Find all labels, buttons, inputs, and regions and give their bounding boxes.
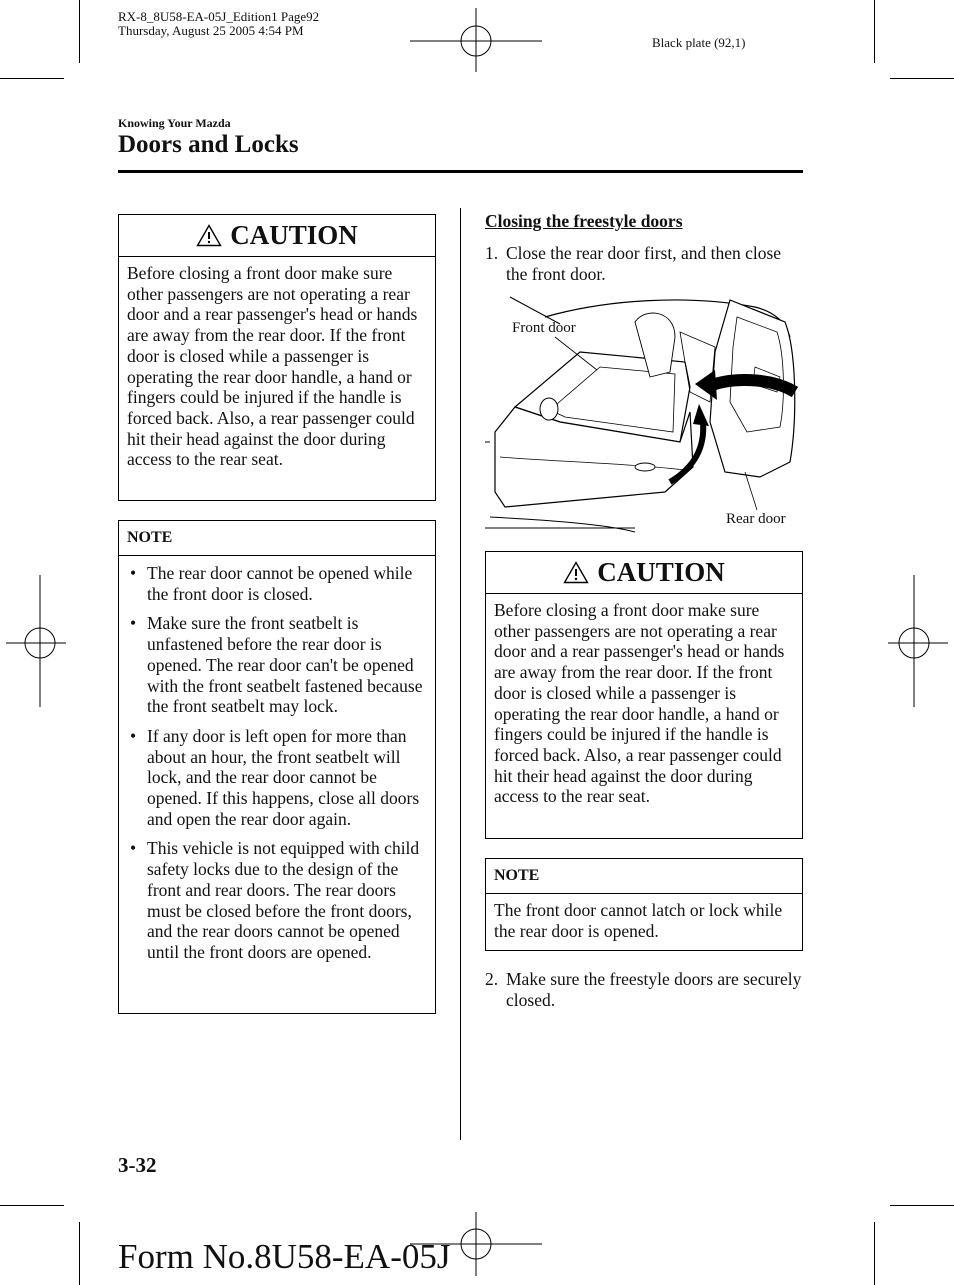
title-rule <box>118 170 803 173</box>
caution-box-left <box>118 214 436 501</box>
section-label: Knowing Your Mazda <box>118 116 231 130</box>
print-timestamp: Thursday, August 25 2005 4:54 PM <box>118 23 304 38</box>
note-header: NOTE <box>486 859 802 894</box>
caution-title: CAUTION <box>597 557 725 587</box>
caution-header <box>486 552 802 594</box>
note-header: NOTE <box>119 521 435 556</box>
document-id: RX-8_8U58-EA-05J_Edition1 Page92 <box>118 9 320 24</box>
step-2 <box>485 969 803 1011</box>
crop-mark <box>0 1205 64 1206</box>
subheading: Closing the freestyle doors <box>485 211 683 231</box>
warning-triangle-icon <box>196 224 222 247</box>
note-item: • If any door is left open for more than about an hour, the front seatbelt will lock, and the rear door cannot be opened. If this happens, close all doors and open the rear door again. <box>127 726 427 830</box>
column-divider <box>460 208 461 1140</box>
note-box-left <box>118 520 436 1014</box>
note-item: • Make sure the front seatbelt is unfastened before the rear door is opened. The rear door can't be opened with the front seatbelt fastened because the front seatbelt may lock. <box>127 613 427 717</box>
note-text: The front door cannot latch or lock while the rear door is opened. <box>494 900 783 941</box>
caution-box-right <box>485 551 803 839</box>
form-number: Form No.8U58-EA-05J <box>118 1237 451 1276</box>
registration-crosshair-top <box>410 4 542 74</box>
plate-label: Black plate (92,1) <box>652 35 746 50</box>
registration-crosshair-left <box>0 575 70 707</box>
crop-mark <box>890 1205 954 1206</box>
crop-mark <box>874 0 875 63</box>
page-number: 3-32 <box>118 1153 157 1177</box>
caution-title: CAUTION <box>230 220 358 250</box>
crop-mark <box>79 1222 80 1285</box>
note-item: • This vehicle is not equipped with child safety locks due to the design of the front and rear doors. The rear doors must be closed before the front doors, and the rear doors cannot be opened until the front doors are opened. <box>127 838 427 962</box>
caution-text: Before closing a front door make sure other passengers are not operating a rear door and a rear passenger's head or hands are away from the rear door. If the front door is closed while a passenger is operating the rear door handle, a hand or fingers could be injured if the handle is forced back. Also, a rear passenger could hit their head against the door during access to the rear seat. <box>127 263 418 470</box>
page-title: Doors and Locks <box>118 131 299 158</box>
crop-mark <box>79 0 80 63</box>
note-list <box>127 563 427 963</box>
step-text: Close the rear door first, and then close the front door. <box>506 243 782 284</box>
crop-mark <box>890 78 954 79</box>
step-1 <box>485 243 803 285</box>
caution-text: Before closing a front door make sure other passengers are not operating a rear door and a rear passenger's head or hands are away from the rear door. If the front door is closed while a passenger is operating the rear door handle, a hand or fingers could be injured if the handle is forced back. Also, a rear passenger could hit their head against the door during access to the rear seat. <box>494 600 785 807</box>
note-box-right <box>485 858 803 951</box>
step-text: Make sure the freestyle doors are securely closed. <box>506 969 802 1010</box>
caution-header <box>119 215 435 257</box>
step-number: 1. <box>485 243 499 263</box>
front-door-label: Front door <box>512 320 576 336</box>
registration-crosshair-right <box>884 575 954 707</box>
rear-door-label: Rear door <box>726 511 786 527</box>
note-item: • The rear door cannot be opened while the front door is closed. <box>127 563 427 604</box>
crop-mark <box>874 1222 875 1285</box>
crop-mark <box>0 78 64 79</box>
warning-triangle-icon <box>563 561 589 584</box>
step-number: 2. <box>485 969 499 989</box>
